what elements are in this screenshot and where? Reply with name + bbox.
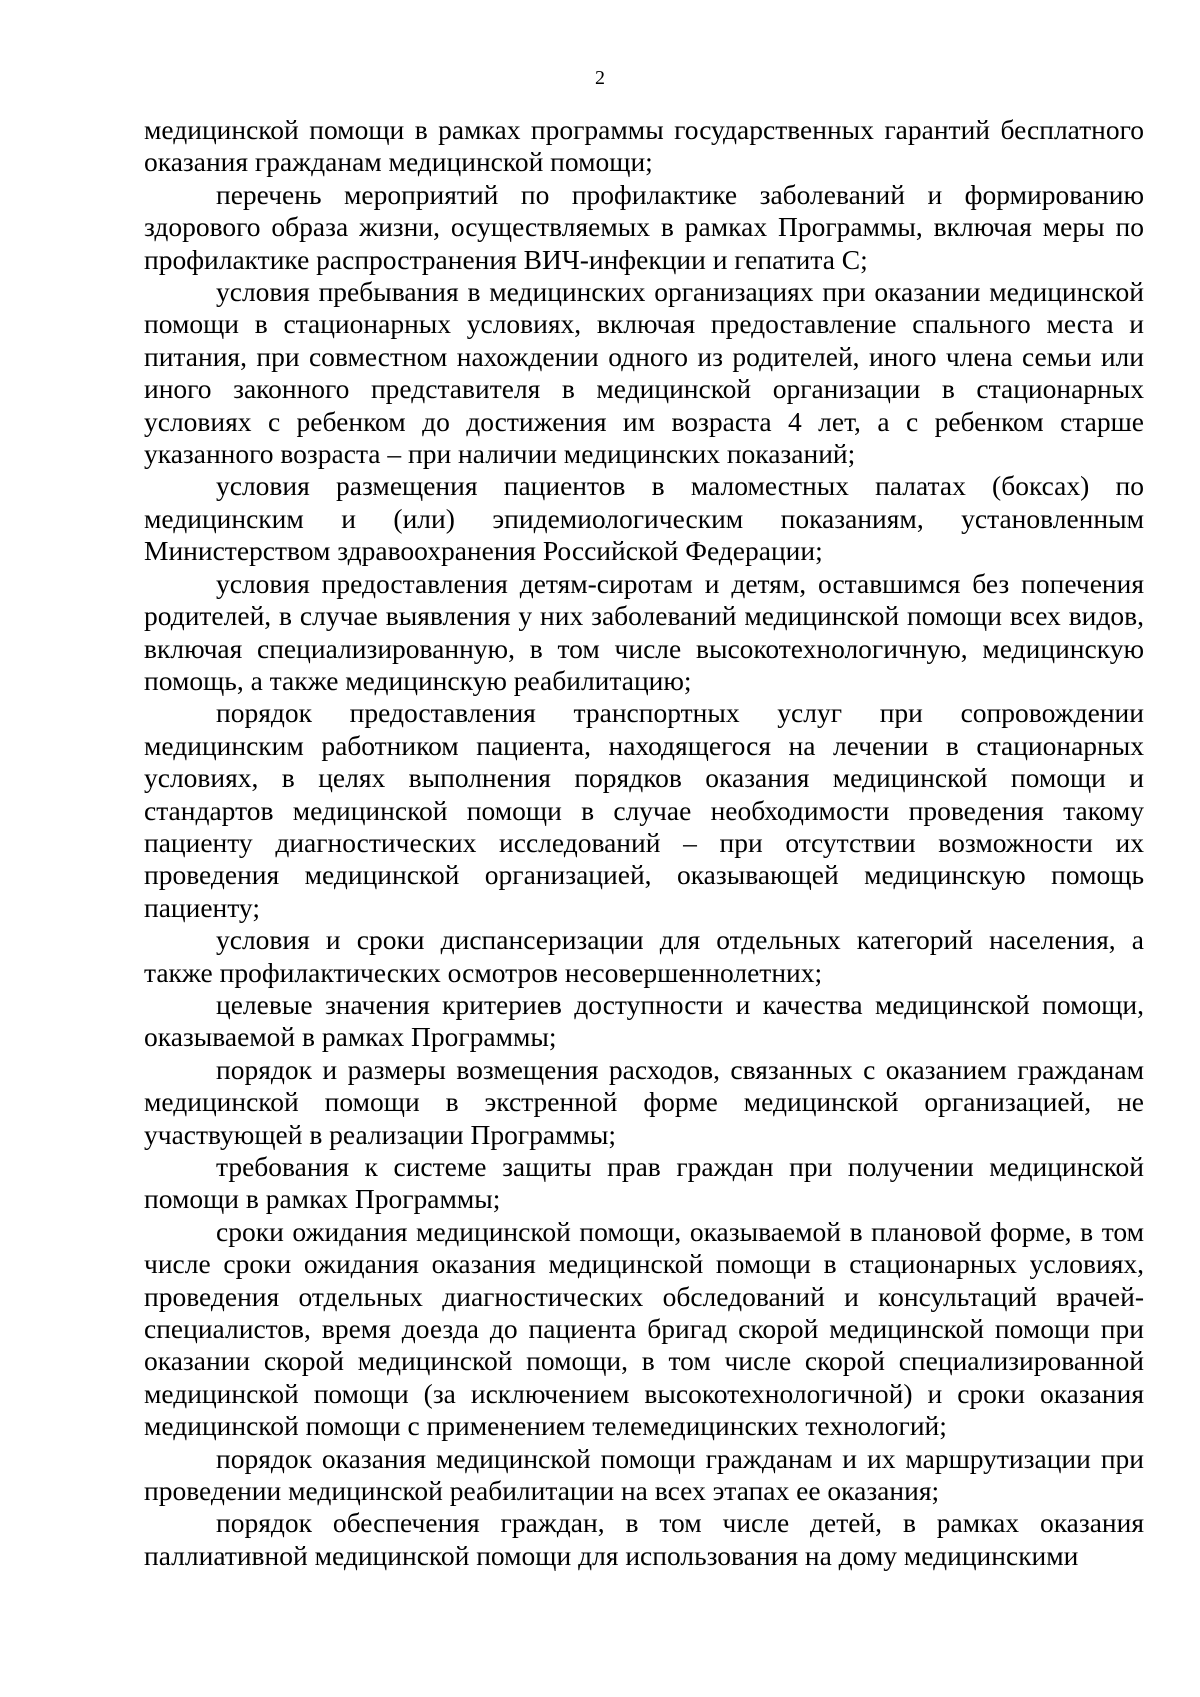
paragraph-rehabilitation-routing: порядок оказания медицинской помощи гражданам и их маршрутизации при проведении медицинской реабилитации на всех этапах ее оказания;: [144, 1442, 1144, 1507]
paragraph-transport-services: порядок предоставления транспортных услуг при сопровождении медицинским работником пациента, находящегося на лечении в стационарных условиях, в целях выполнения порядков оказания медицинской помощи и стандартов медицинской помощи в случае необходимости проведения такому пациенту диагностических исследований – при отсутствии возможности их проведения медицинской организацией, оказывающей медицинскую помощь пациенту;: [144, 697, 1144, 923]
paragraph-orphan-care: условия предоставления детям-сиротам и детям, оставшимся без попечения родителей, в случае выявления у них заболеваний медицинской помощи всех видов, включая специализированную, в том числе высокотехнологичную, медицинскую помощь, а также медицинскую реабилитацию;: [144, 567, 1144, 696]
document-body: [144, 114, 1144, 1572]
paragraph-rights-protection: требования к системе защиты прав граждан при получении медицинской помощи в рамках Программы;: [144, 1151, 1144, 1215]
paragraph-palliative-care: порядок обеспечения граждан, в том числе детей, в рамках оказания паллиативной медицинской помощи для использования на дому медицинскими: [144, 1507, 1144, 1571]
paragraph-waiting-times: сроки ожидания медицинской помощи, оказываемой в плановой форме, в том числе сроки ожидания оказания медицинской помощи в стационарных условиях, проведения отдельных диагностических обследований и консультаций врачей-специалистов, время доезда до пациента бригад скорой медицинской помощи при оказании скорой медицинской помощи, в том числе скорой специализированной медицинской помощи (за исключением высокотехнологичной) и сроки оказания медицинской помощи с применением телемедицинских технологий;: [144, 1215, 1144, 1442]
paragraph-dispensary: условия и сроки диспансеризации для отдельных категорий населения, а также профилактических осмотров несовершеннолетних;: [144, 924, 1144, 988]
paragraph-ward-placement: условия размещения пациентов в маломестных палатах (боксах) по медицинским и (или) эпидемиологическим показаниям, установленным Министерством здравоохранения Российской Федерации;: [144, 470, 1144, 567]
paragraph-target-values: целевые значения критериев доступности и качества медицинской помощи, оказываемой в рамках Программы;: [144, 988, 1144, 1053]
paragraph-prevention-measures: перечень мероприятий по профилактике заболеваний и формированию здорового образа жизни, осуществляемых в рамках Программы, включая меры по профилактике распространения ВИЧ-инфекции и гепатита C;: [144, 178, 1144, 275]
page-number: 2: [595, 67, 605, 89]
paragraph-continuation: медицинской помощи в рамках программы государственных гарантий бесплатного оказания гражданам медицинской помощи;: [144, 114, 1144, 178]
paragraph-stay-conditions: условия пребывания в медицинских организациях при оказании медицинской помощи в стационарных условиях, включая предоставление спального места и питания, при совместном нахождении одного из родителей, иного члена семьи или иного законного представителя в медицинской организации в стационарных условиях с ребенком до достижения им возраста 4 лет, а с ребенком старше указанного возраста – при наличии медицинских показаний;: [144, 276, 1144, 470]
paragraph-reimbursement: порядок и размеры возмещения расходов, связанных с оказанием гражданам медицинской помощи в экстренной форме медицинской организацией, не участвующей в реализации Программы;: [144, 1053, 1144, 1150]
